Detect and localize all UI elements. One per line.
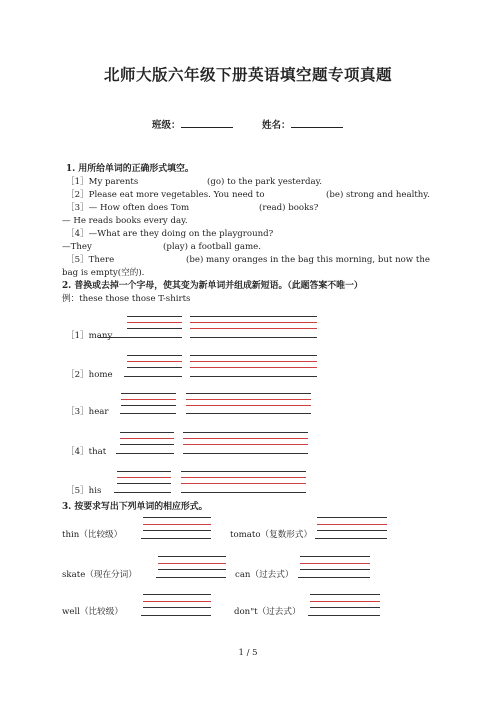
s1-q1-part1: ［1］My parents (66, 177, 139, 187)
s3-line[interactable] (158, 569, 226, 570)
s2-line[interactable] (190, 361, 317, 362)
s1-q3-part2: (read) books? (259, 203, 319, 213)
s3-line[interactable] (310, 601, 380, 602)
s2-line[interactable] (127, 361, 182, 362)
class-blank[interactable] (181, 118, 233, 128)
s1-q4-question: ［4］—What are they doing on the playground? (66, 229, 274, 239)
s3-line[interactable] (310, 607, 380, 608)
s3-line[interactable] (315, 538, 387, 539)
s2-line[interactable] (127, 328, 182, 329)
s2-line[interactable] (127, 322, 182, 323)
class-label: 班级： (152, 120, 181, 131)
s2-line[interactable] (116, 453, 174, 454)
s2-item-1: ［1］many (66, 331, 113, 341)
s2-line[interactable] (183, 453, 308, 454)
s3-thin-label: thin（比较级） (62, 530, 123, 540)
s1-q2-part2: (be) strong and healthy. (326, 190, 430, 200)
s2-line[interactable] (181, 477, 306, 478)
s3-line[interactable] (308, 615, 380, 616)
s2-line[interactable] (190, 337, 317, 338)
s2-line[interactable] (181, 483, 306, 484)
s1-q3-answer: — He reads books every day. (62, 216, 188, 226)
page-title: 北师大版六年级下册英语填空题专项真题 (103, 65, 392, 84)
s2-item-4: ［4］that (66, 447, 107, 457)
s2-line[interactable] (121, 393, 176, 394)
s3-line[interactable] (298, 577, 370, 578)
s2-line[interactable] (117, 483, 171, 484)
s3-line[interactable] (300, 563, 370, 564)
class-field (152, 117, 233, 131)
s2-line[interactable] (121, 399, 176, 400)
s2-line[interactable] (114, 492, 171, 493)
s2-item-5: ［5］his (66, 486, 102, 496)
s2-line[interactable] (190, 322, 317, 323)
s1-q5-part3: bag is empty(空的). (62, 268, 145, 278)
s2-line[interactable] (190, 328, 317, 329)
s3-line[interactable] (141, 538, 211, 539)
s1-q5-part2: (be) many oranges in the bag this morning, but now the (186, 255, 430, 265)
s2-line[interactable] (117, 477, 171, 478)
s2-line[interactable] (120, 444, 174, 445)
s3-line[interactable] (300, 556, 370, 557)
s2-line[interactable] (186, 399, 311, 400)
s2-line[interactable] (121, 405, 176, 406)
s2-line[interactable] (98, 337, 182, 338)
s2-line[interactable] (127, 367, 182, 368)
s2-line[interactable] (183, 444, 308, 445)
s2-line[interactable] (127, 316, 182, 317)
s3-line[interactable] (317, 524, 387, 525)
s3-line[interactable] (158, 556, 226, 557)
s3-line[interactable] (143, 594, 211, 595)
s3-line[interactable] (141, 615, 211, 616)
s2-line[interactable] (186, 405, 311, 406)
s2-line[interactable] (190, 316, 317, 317)
s2-line[interactable] (190, 355, 317, 356)
s2-line[interactable] (127, 355, 182, 356)
s3-well-label: well（比较级） (62, 607, 123, 617)
s2-line[interactable] (183, 432, 308, 433)
s3-line[interactable] (158, 563, 226, 564)
s3-line[interactable] (143, 601, 211, 602)
page-number: 1 / 5 (238, 648, 258, 658)
s1-q4-part1: —They (62, 242, 92, 252)
s3-line[interactable] (300, 569, 370, 570)
s2-line[interactable] (181, 492, 306, 493)
s1-q2-part1: ［2］Please eat more vegetables. You need to (66, 190, 265, 200)
s3-can-label: can（过去式） (235, 570, 294, 580)
s3-line[interactable] (143, 524, 211, 525)
s2-line[interactable] (120, 413, 176, 414)
s2-line[interactable] (190, 376, 317, 377)
s3-dont-label: don"t（过去式） (234, 607, 301, 617)
s3-line[interactable] (143, 607, 211, 608)
s1-q3-part1: ［3］— How often does Tom (66, 203, 190, 213)
s2-line[interactable] (190, 367, 317, 368)
s1-q4-part2: (play) a football game. (163, 242, 261, 252)
name-blank[interactable] (291, 118, 343, 128)
s2-line[interactable] (181, 471, 306, 472)
s3-line[interactable] (143, 517, 211, 518)
name-field (262, 117, 343, 131)
s3-tomato-label: tomato（复数形式） (230, 530, 313, 540)
s2-example: 例：these those those T-shirts (62, 294, 191, 304)
s2-item-2: ［2］home (66, 370, 113, 380)
s2-line[interactable] (183, 438, 308, 439)
s3-line[interactable] (143, 530, 211, 531)
s2-line[interactable] (120, 438, 174, 439)
s2-line[interactable] (186, 413, 311, 414)
s3-line[interactable] (317, 517, 387, 518)
name-label: 姓名： (262, 120, 291, 131)
s2-item-3: ［3］hear (66, 407, 109, 417)
s1-q5-part1: ［5］There (66, 255, 115, 265)
section2-heading: 2. 普换或去掉一个字母，使其变为新单词并组成新短语。（此题答案不唯一） (62, 281, 363, 291)
s3-line[interactable] (310, 594, 380, 595)
s2-line[interactable] (117, 471, 171, 472)
s3-line[interactable] (156, 577, 226, 578)
s3-skate-label: skate（现在分词） (62, 570, 137, 580)
s2-line[interactable] (186, 393, 311, 394)
s1-q1-part2: (go) to the park yesterday. (207, 177, 323, 187)
section3-heading: 3. 按要求写出下列单词的相应形式。 (62, 502, 208, 512)
s3-line[interactable] (317, 530, 387, 531)
section1-heading: 1. 用所给单词的正确形式填空。 (66, 164, 194, 174)
s2-line[interactable] (120, 432, 174, 433)
s2-line[interactable] (124, 376, 182, 377)
